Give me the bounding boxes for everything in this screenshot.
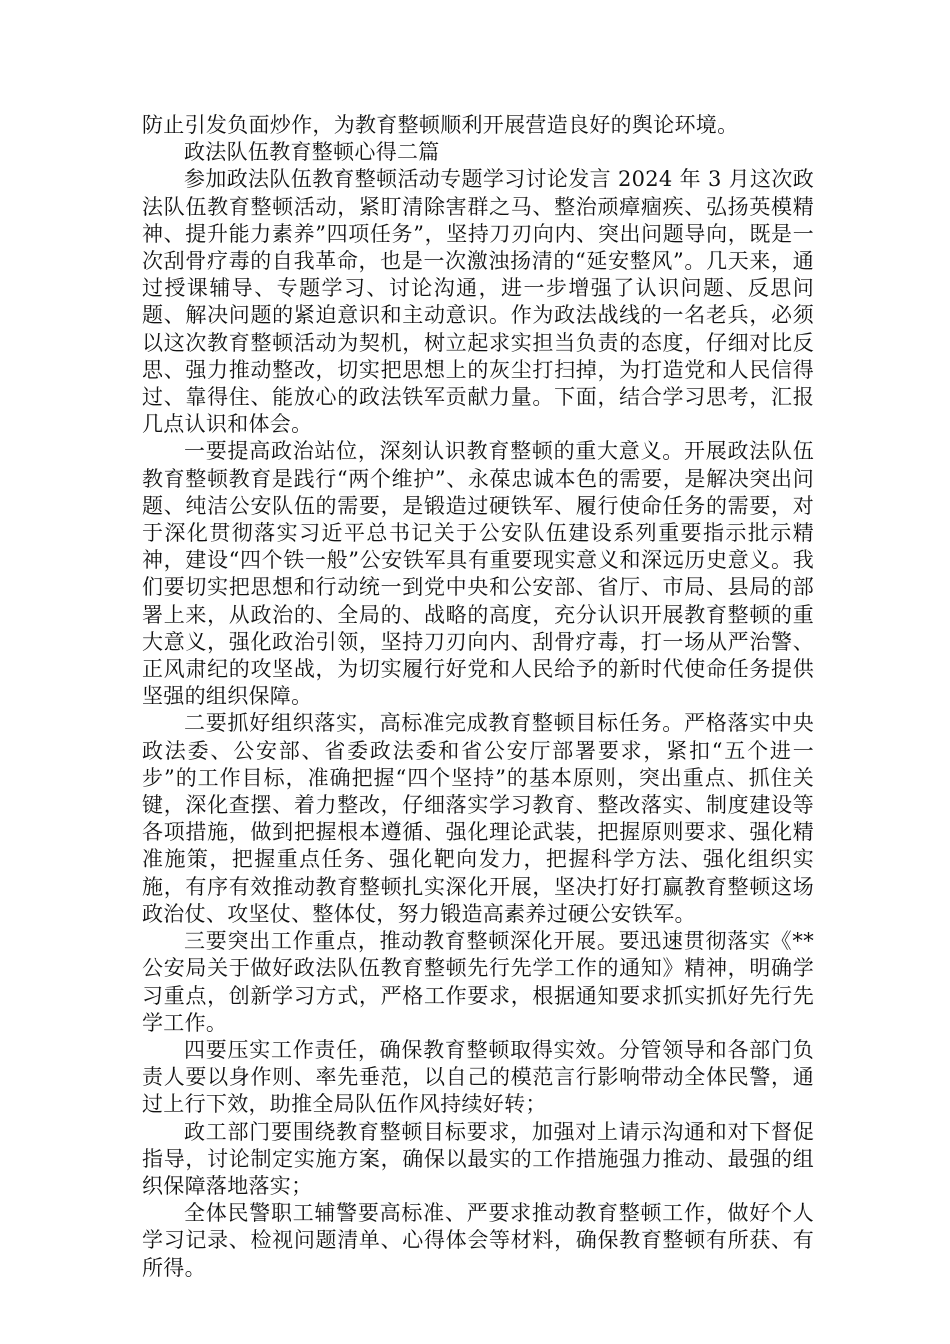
paragraph-point-2: 二要抓好组织落实，高标准完成教育整顿目标任务。严格落实中央政法委、公安部、省委政法委和省公安厅部署要求，紧扣“五个进一步”的工作目标，准确把握“四个坚持”的基本原则，突出重点、抓住关键，深化查摆、着力整改，仔细落实学习教育、整改落实、制度建设等各项措施，做到把握根本遵循、强化理论武装，把握原则要求、强化精准施策，把握重点任务、强化靶向发力，把握科学方法、强化组织实施，有序有效推动教育整顿扎实深化开展，坚决打好打赢教育整顿这场政治仗、攻坚仗、整体仗，努力锻造高素养过硬公安铁军。 [142,711,814,926]
document-body [142,112,814,1282]
paragraph-point-3: 三要突出工作重点，推动教育整顿深化开展。要迅速贯彻落实《**公安局关于做好政法队伍教育整顿先行先学工作的通知》精神，明确学习重点，创新学习方式，严格工作要求，根据通知要求抓实抓好先行先学工作。 [142,929,814,1035]
section-title: 政法队伍教育整顿心得二篇 [184,140,440,165]
paragraph-point-1: 一要提高政治站位，深刻认识教育整顿的重大意义。开展政法队伍教育整顿教育是践行“两个维护”、永葆忠诚本色的需要，是解决突出问题、纯洁公安队伍的需要，是锻造过硬铁军、履行使命任务的需要，对于深化贯彻落实习近平总书记关于公安队伍建设系列重要指示批示精神，建设“四个铁一般”公安铁军具有重要现实意义和深远历史意义。我们要切实把思想和行动统一到党中央和公安部、省厅、市局、县局的部署上来，从政治的、全局的、战略的高度，充分认识开展教育整顿的重大意义，强化政治引领，坚持刀刃向内、刮骨疗毒，打一场从严治警、正风肃纪的攻坚战，为切实履行好党和人民给予的新时代使命任务提供坚强的组织保障。 [142,439,814,709]
lead-line: 防止引发负面炒作，为教育整顿顺利开展营造良好的舆论环境。 [142,113,739,137]
paragraph-intro: 参加政法队伍教育整顿活动专题学习讨论发言 2024 年 3 月这次政法队伍教育整顿活动，紧盯清除害群之马、整治顽瘴痼疾、弘扬英模精神、提升能力素养”四项任务”，坚持刀刃向内、突出问题导向，既是一次刮骨疗毒的自我革命，也是一次激浊扬清的“延安整风”。几天来，通过授课辅导、专题学习、讨论沟通，进一步增强了认识问题、反思问题、解决问题的紧迫意识和主动意识。作为政法战线的一名老兵，必须以这次教育整顿活动为契机，树立起求实担当负责的态度，仔细对比反思、强力推动整改，切实把思想上的灰尘打扫掉，为打造党和人民信得过、靠得住、能放心的政法铁军贡献力量。下面，结合学习思考，汇报几点认识和体会。 [142,167,814,437]
paragraph-all-staff: 全体民警职工辅警要高标准、严要求推动教育整顿工作，做好个人学习记录、检视问题清单、心得体会等材料，确保教育整顿有所获、有所得。 [142,1201,814,1280]
paragraph-political-dept: 政工部门要围绕教育整顿目标要求，加强对上请示沟通和对下督促指导，讨论制定实施方案，确保以最实的工作措施强力推动、最强的组织保障落地落实； [142,1119,814,1198]
paragraph-point-4: 四要压实工作责任，确保教育整顿取得实效。分管领导和各部门负责人要以身作则、率先垂范，以自己的模范言行影响带动全体民警，通过上行下效，助推全局队伍作风持续好转； [142,1037,814,1117]
